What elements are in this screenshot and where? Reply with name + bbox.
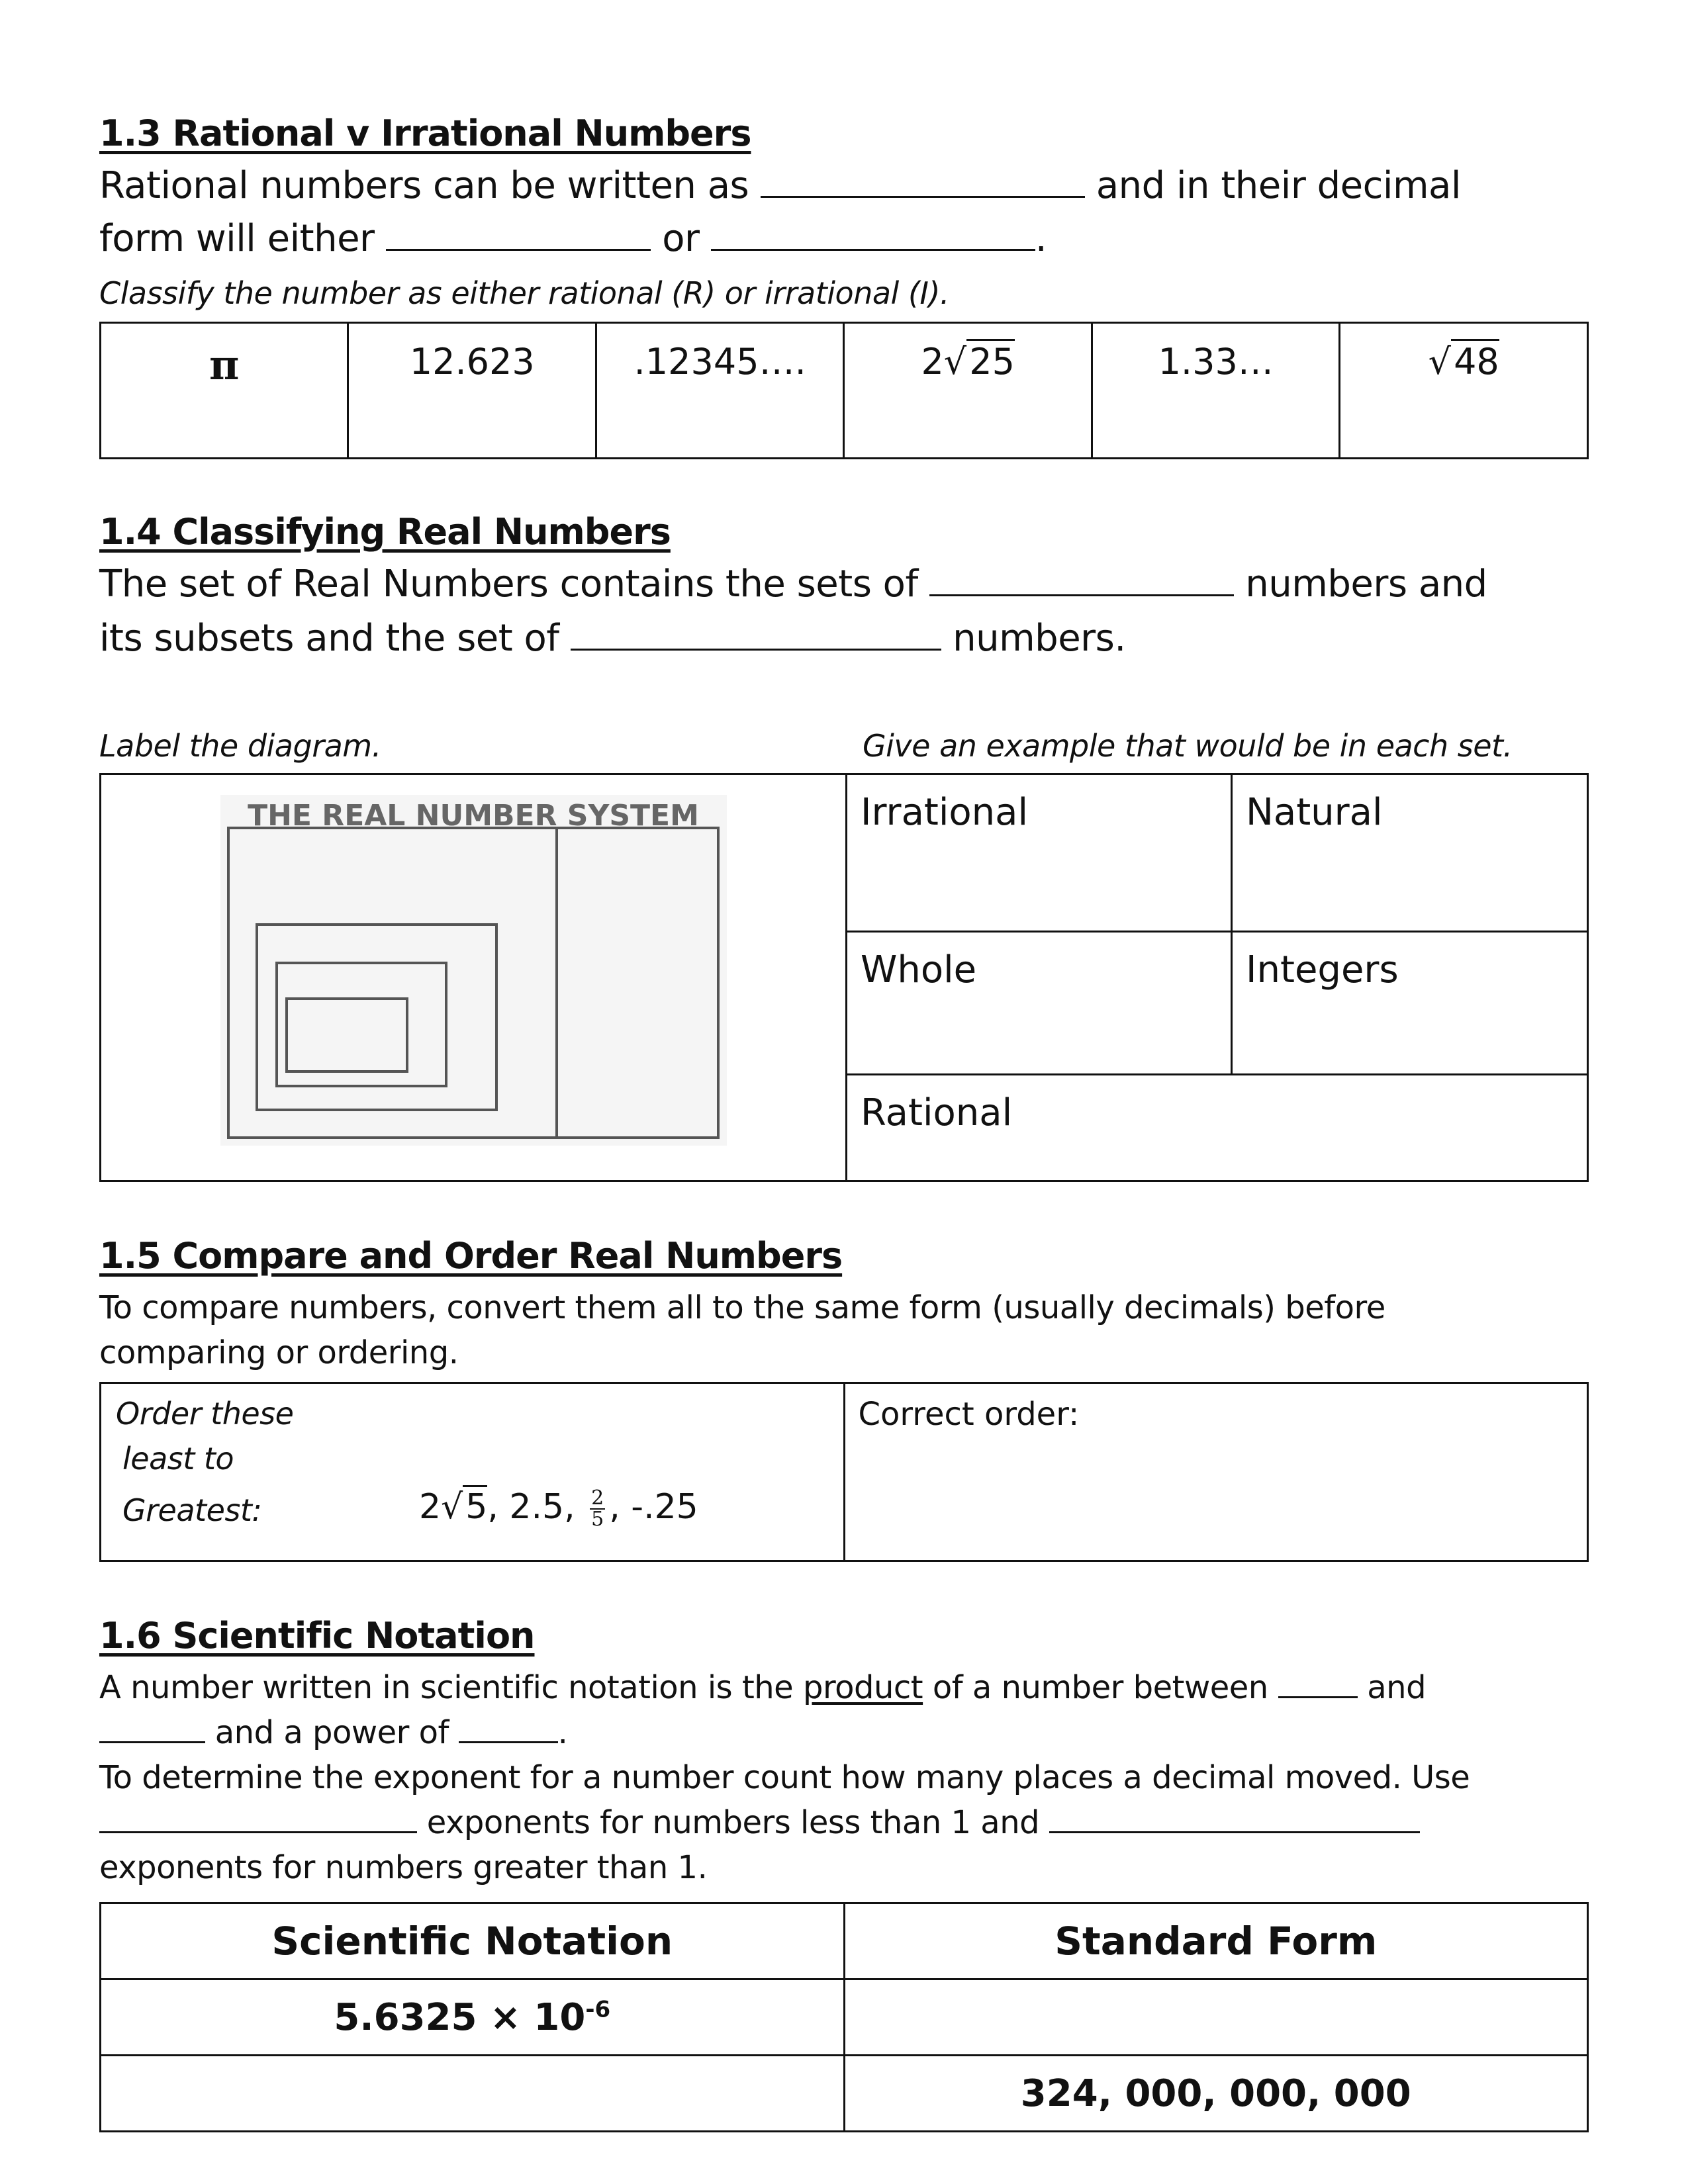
frac-num: 2 xyxy=(591,1486,604,1510)
expr-radicand: 5 xyxy=(463,1485,487,1527)
row2-scientific-answer[interactable] xyxy=(101,2056,845,2132)
blank-positive-exp[interactable] xyxy=(1049,1806,1420,1833)
cell-sqrt-48[interactable] xyxy=(1340,323,1588,459)
cell-1-33[interactable]: 1.33… xyxy=(1092,323,1339,459)
blank-between-1[interactable] xyxy=(1278,1671,1358,1698)
heading-1-4: 1.4 Classifying Real Numbers xyxy=(99,511,671,553)
scientific-notation-table xyxy=(99,1902,1589,2132)
s13-line2-b: or xyxy=(662,217,700,260)
order-line-3: Greatest: xyxy=(122,1492,262,1528)
cell-integers[interactable]: Integers xyxy=(1232,932,1588,1075)
period: . xyxy=(557,1714,568,1751)
cell-natural[interactable]: Natural xyxy=(1232,774,1588,932)
blank-set-2[interactable] xyxy=(571,621,941,651)
cell-irrational[interactable]: Irrational xyxy=(847,774,1232,932)
s14-line2-a: its subsets and the set of xyxy=(99,617,559,660)
sqrt-icon: √ xyxy=(943,341,967,383)
classify-row xyxy=(101,323,1588,459)
s16-l2-a: and a power of xyxy=(214,1714,449,1751)
coef-2: 2 xyxy=(921,341,944,383)
example-instruction: Give an example that would be in each set. xyxy=(863,728,1513,764)
expr-c: , -.25 xyxy=(609,1487,698,1527)
diagram-bg xyxy=(220,795,727,1146)
heading-1-3: 1.3 Rational v Irrational Numbers xyxy=(99,113,751,154)
sqrt-icon: √ xyxy=(1428,341,1452,383)
cell-12-623[interactable]: 12.623 xyxy=(348,323,596,459)
s13-line2 xyxy=(99,217,1047,260)
s13-instruction: Classify the number as either rational (R) or irrational (I). xyxy=(99,275,950,311)
s14-line1-b: numbers and xyxy=(1245,563,1487,606)
period: . xyxy=(1035,217,1047,260)
s16-line3: To determine the exponent for a number count how many places a decimal moved. Use xyxy=(99,1759,1470,1796)
order-expression xyxy=(419,1487,698,1529)
s13-line1 xyxy=(99,164,1461,207)
diagram-cell xyxy=(101,774,847,1181)
s16-l1-a: A number written in scientific notation is the xyxy=(99,1669,794,1706)
s16-line5: exponents for numbers greater than 1. xyxy=(99,1849,708,1886)
label-diagram-instruction: Label the diagram. xyxy=(99,728,381,764)
diagram-title: THE REAL NUMBER SYSTEM xyxy=(248,799,699,833)
s14-line2 xyxy=(99,617,1126,660)
s13-line2-a: form will either xyxy=(99,217,375,260)
blank-set-1[interactable] xyxy=(929,567,1234,596)
blank-power-of[interactable] xyxy=(459,1716,558,1743)
s16-line1 xyxy=(99,1669,1426,1706)
order-line-1: Order these xyxy=(116,1396,294,1432)
real-number-diagram xyxy=(101,775,845,1180)
product-word: product xyxy=(802,1669,923,1706)
cell-12345[interactable]: .12345…. xyxy=(596,323,843,459)
row1-scientific xyxy=(101,1979,845,2056)
blank-negative-exp[interactable] xyxy=(99,1806,417,1833)
real-number-table xyxy=(99,773,1589,1182)
frac-den: 5 xyxy=(591,1508,604,1531)
col-standard-form: Standard Form xyxy=(844,1903,1588,1979)
s14-line2-b: numbers. xyxy=(953,617,1126,660)
order-prompt-cell xyxy=(101,1383,845,1561)
s13-line1-a: Rational numbers can be written as xyxy=(99,164,749,207)
heading-1-5: 1.5 Compare and Order Real Numbers xyxy=(99,1235,843,1277)
col-scientific-notation: Scientific Notation xyxy=(101,1903,845,1979)
s16-line2 xyxy=(99,1714,567,1751)
s14-line1 xyxy=(99,563,1487,606)
radicand-25: 25 xyxy=(966,339,1015,383)
s15-line1: To compare numbers, convert them all to the same form (usually decimals) before xyxy=(99,1289,1385,1326)
s16-l1-c: and xyxy=(1367,1669,1427,1706)
s16-l1-b: of a number between xyxy=(932,1669,1268,1706)
sqrt-icon: √ xyxy=(441,1487,463,1527)
s16-l4-a: exponents for numbers less than 1 and xyxy=(426,1804,1040,1841)
blank-rational-form[interactable] xyxy=(761,168,1085,198)
row2-standard: 324, 000, 000, 000 xyxy=(844,2056,1588,2132)
s13-line1-b: and in their decimal xyxy=(1096,164,1461,207)
blank-decimal-1[interactable] xyxy=(386,221,651,251)
cell-rational[interactable]: Rational xyxy=(847,1075,1588,1181)
cell-pi[interactable]: π xyxy=(101,323,348,459)
s16-line4 xyxy=(99,1804,1420,1841)
expr-coef: 2 xyxy=(419,1487,442,1527)
s15-line2: comparing or ordering. xyxy=(99,1334,459,1371)
blank-between-2[interactable] xyxy=(99,1716,205,1743)
fraction-two-fifths xyxy=(590,1488,605,1529)
cell-2-sqrt-25[interactable] xyxy=(844,323,1092,459)
order-line-2: least to xyxy=(122,1441,234,1477)
sci-value: 5.6325 × 10 xyxy=(334,1995,586,2039)
order-table xyxy=(99,1382,1589,1562)
cell-whole[interactable]: Whole xyxy=(847,932,1232,1075)
radicand-48: 48 xyxy=(1451,339,1499,383)
row1-standard-answer[interactable] xyxy=(844,1979,1588,2056)
correct-order-cell[interactable] xyxy=(844,1383,1588,1561)
blank-decimal-2[interactable] xyxy=(711,221,1035,251)
expr-b: , 2.5, xyxy=(487,1487,575,1527)
s14-line1-a: The set of Real Numbers contains the sets of xyxy=(99,563,918,606)
correct-order-label: Correct order: xyxy=(858,1396,1080,1433)
heading-1-6: 1.6 Scientific Notation xyxy=(99,1615,535,1657)
sci-exponent: -6 xyxy=(585,1995,611,2023)
classify-table xyxy=(99,322,1589,459)
